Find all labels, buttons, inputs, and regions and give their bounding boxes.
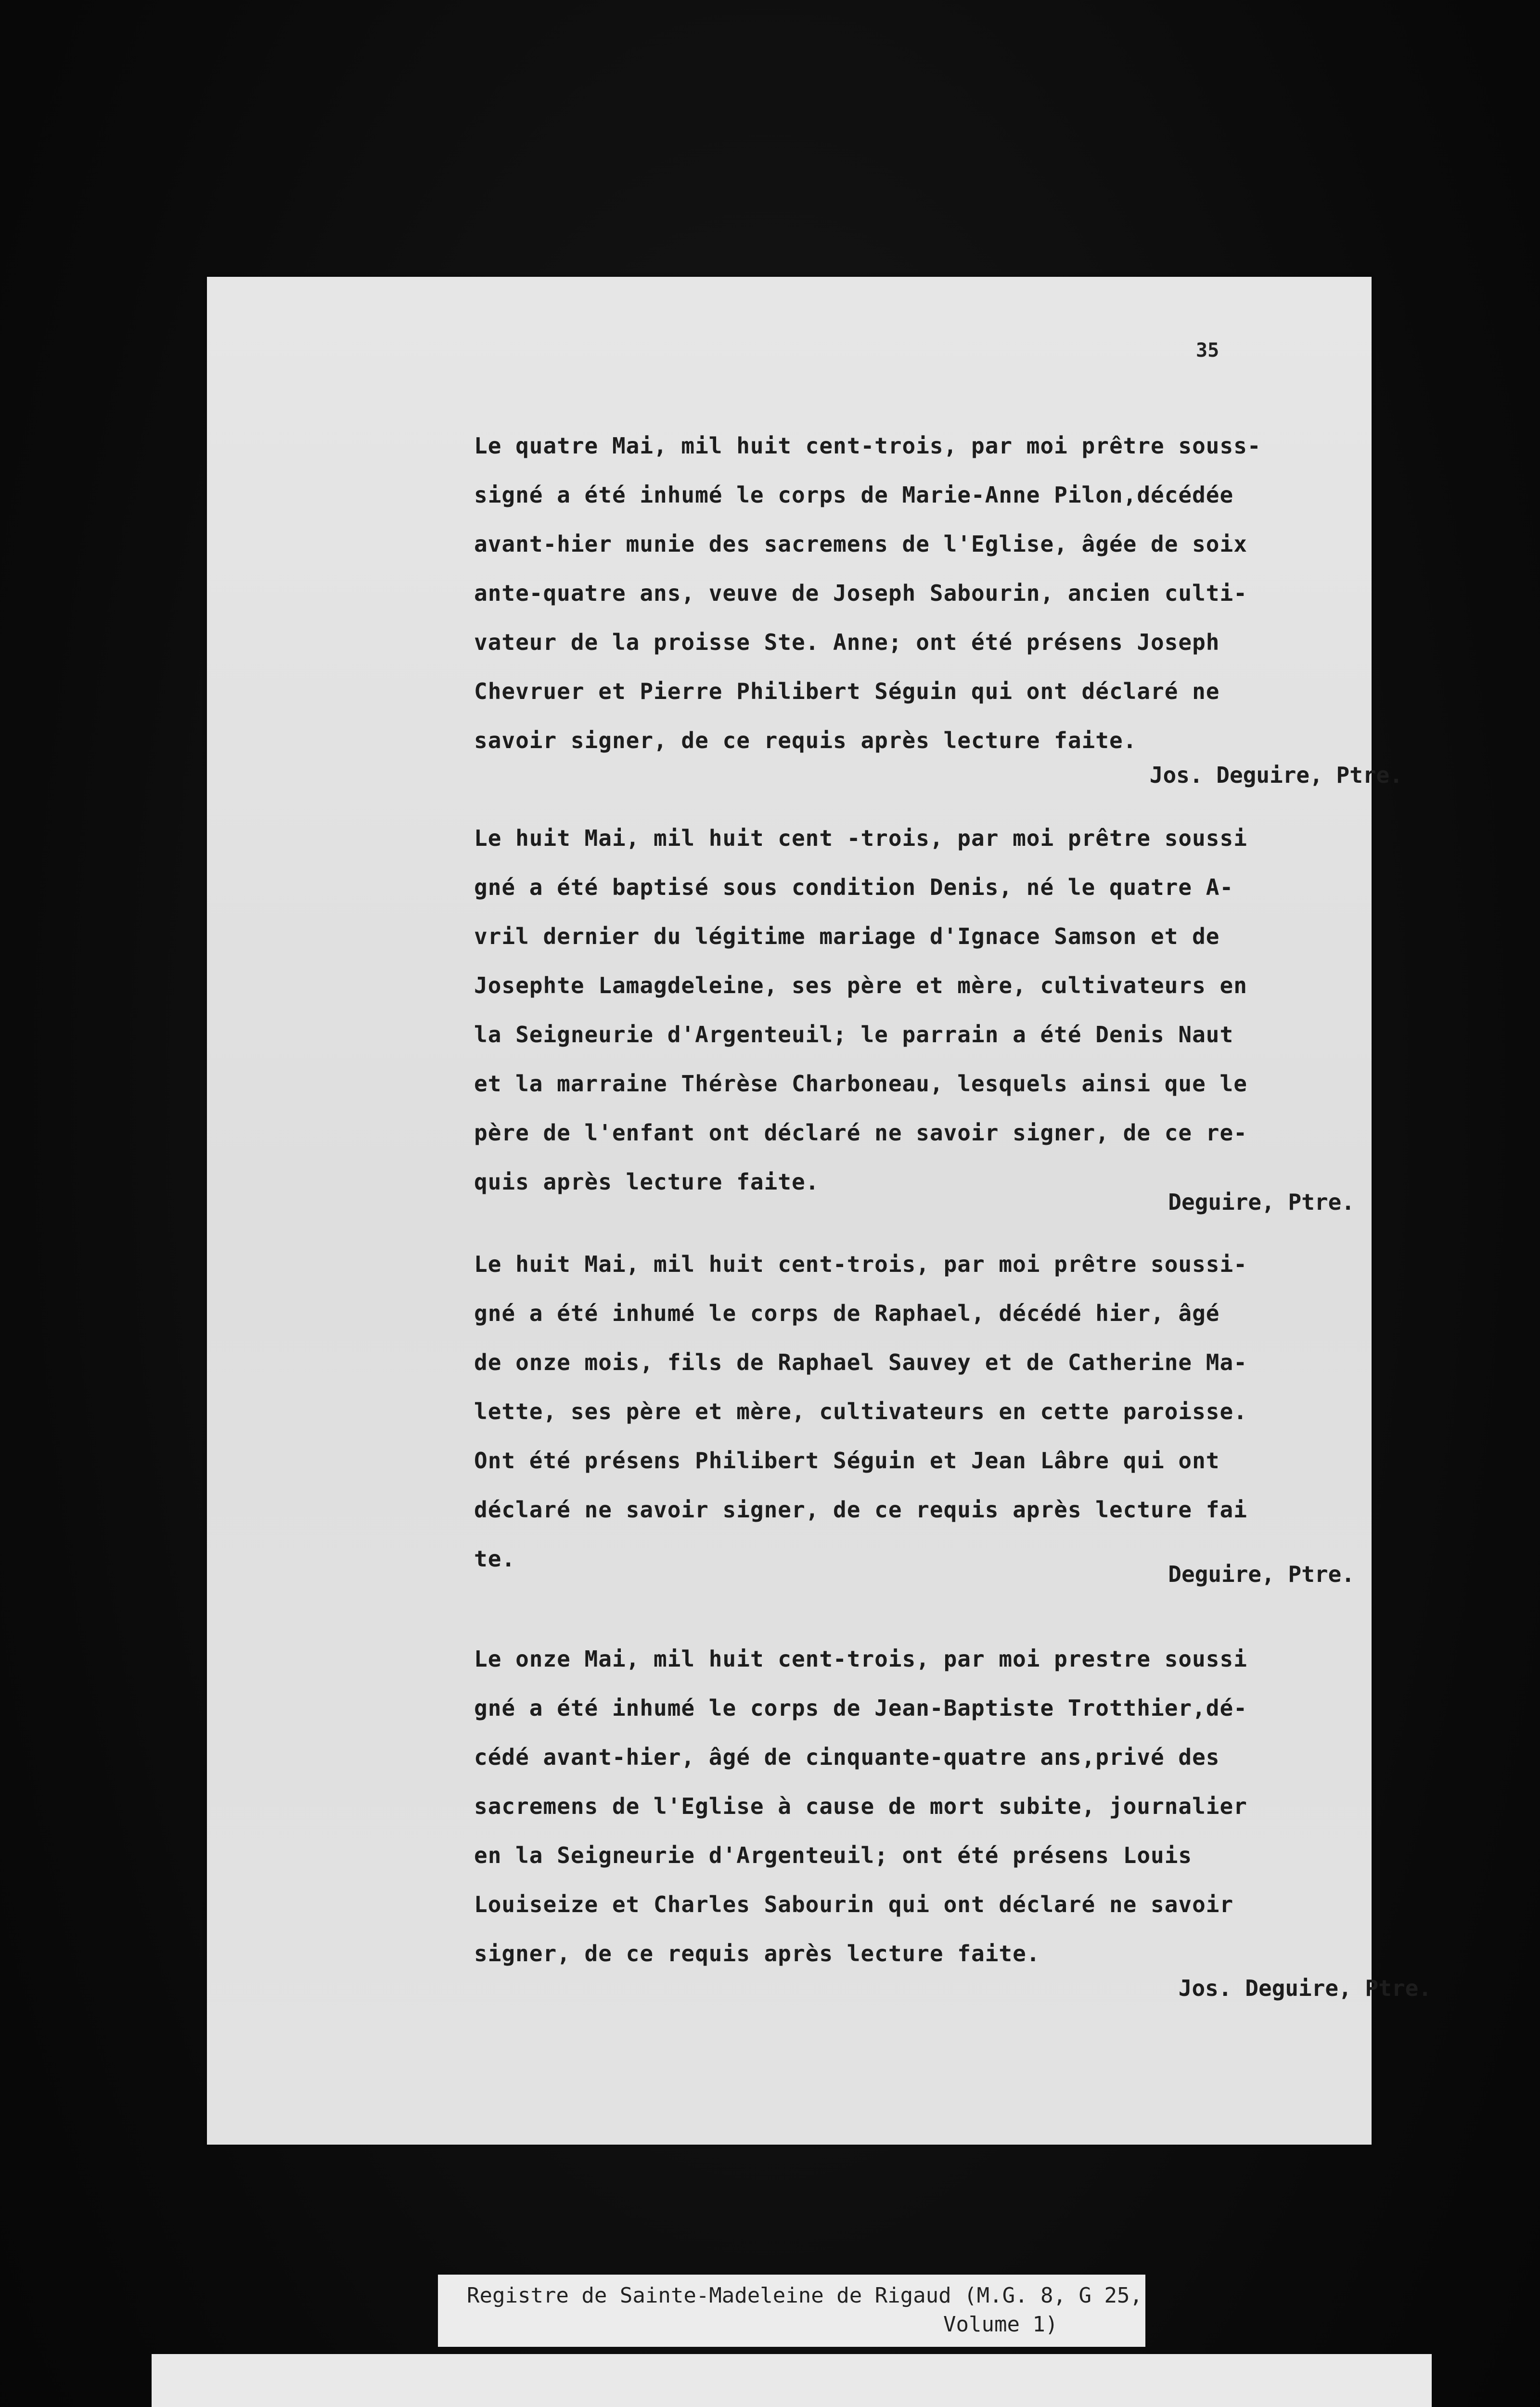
- entry-line: Josephte Lamagdeleine, ses père et mère, cultivateurs en: [474, 972, 1247, 998]
- priest-signature: Jos. Deguire, Ptre.: [1149, 762, 1403, 788]
- entry-line: cédé avant-hier, âgé de cinquante-quatre ans,privé des: [474, 1744, 1220, 1770]
- entry-line: vateur de la proisse Ste. Anne; ont été présens Joseph: [474, 629, 1220, 655]
- entry-line: Chevruer et Pierre Philibert Séguin qui ont déclaré ne: [474, 678, 1220, 704]
- entry-line: gné a été inhumé le corps de Raphael, décédé hier, âgé: [474, 1300, 1220, 1326]
- entry-line: Le huit Mai, mil huit cent-trois, par moi prêtre soussi-: [474, 1251, 1247, 1277]
- priest-signature: Deguire, Ptre.: [1168, 1189, 1355, 1215]
- entry-baptism-denis-samson: [474, 814, 1540, 1227]
- page-number: 35: [1196, 339, 1219, 362]
- entry-line: signé a été inhumé le corps de Marie-Anne Pilon,décédée: [474, 482, 1234, 508]
- entry-line: sacremens de l'Eglise à cause de mort subite, journalier: [474, 1793, 1247, 1819]
- archives-stamp: [152, 2354, 1432, 2407]
- entry-line: vril dernier du légitime mariage d'Ignace Samson et de: [474, 923, 1220, 949]
- entry-line: Ont été présens Philibert Séguin et Jean Lâbre qui ont: [474, 1448, 1220, 1474]
- entry-burial-jean-baptiste-trotthier: [474, 1634, 1540, 2013]
- priest-signature: Jos. Deguire, Ptre.: [1178, 1975, 1432, 2001]
- collection-label-line1: Registre de Sainte-Madeleine de Rigaud (M.G. 8, G 25,: [467, 2283, 1142, 2308]
- collection-label-line2: Volume 1): [943, 2312, 1058, 2337]
- entry-line: et la marraine Thérèse Charboneau, lesquels ainsi que le: [474, 1071, 1247, 1097]
- collection-label: [438, 2275, 1145, 2347]
- entry-line: signer, de ce requis après lecture faite.: [474, 1941, 1040, 1967]
- entry-line: ante-quatre ans, veuve de Joseph Sabourin, ancien culti-: [474, 580, 1247, 606]
- entry-line: la Seigneurie d'Argenteuil; le parrain a été Denis Naut: [474, 1022, 1234, 1048]
- entry-line: père de l'enfant ont déclaré ne savoir signer, de ce re-: [474, 1120, 1247, 1146]
- entry-line: Le huit Mai, mil huit cent -trois, par moi prêtre soussi: [474, 825, 1247, 851]
- entry-burial-raphael-sauvey: [474, 1240, 1540, 1599]
- entry-line: en la Seigneurie d'Argenteuil; ont été présens Louis: [474, 1842, 1193, 1868]
- entry-line: avant-hier munie des sacremens de l'Eglise, âgée de soix: [474, 531, 1247, 557]
- entry-line: Le onze Mai, mil huit cent-trois, par moi prestre soussi: [474, 1646, 1247, 1672]
- entry-line: Le quatre Mai, mil huit cent-trois, par moi prêtre souss-: [474, 433, 1261, 459]
- entry-line: gné a été baptisé sous condition Denis, né le quatre A-: [474, 874, 1234, 900]
- entry-line: lette, ses père et mère, cultivateurs en cette paroisse.: [474, 1398, 1247, 1424]
- entry-line: quis après lecture faite.: [474, 1169, 820, 1195]
- priest-signature: Deguire, Ptre.: [1168, 1561, 1355, 1587]
- register-page: [207, 277, 1432, 2145]
- entry-line: Louiseize et Charles Sabourin qui ont déclaré ne savoir: [474, 1891, 1234, 1917]
- entry-line: déclaré ne savoir signer, de ce requis après lecture fai: [474, 1497, 1247, 1523]
- entry-burial-marie-anne-pilon: [474, 421, 1540, 800]
- entry-line: gné a été inhumé le corps de Jean-Baptiste Trotthier,dé-: [474, 1695, 1247, 1721]
- entry-line: te.: [474, 1546, 516, 1572]
- entry-line: savoir signer, de ce requis après lecture faite.: [474, 727, 1137, 753]
- entry-line: de onze mois, fils de Raphael Sauvey et de Catherine Ma-: [474, 1349, 1247, 1375]
